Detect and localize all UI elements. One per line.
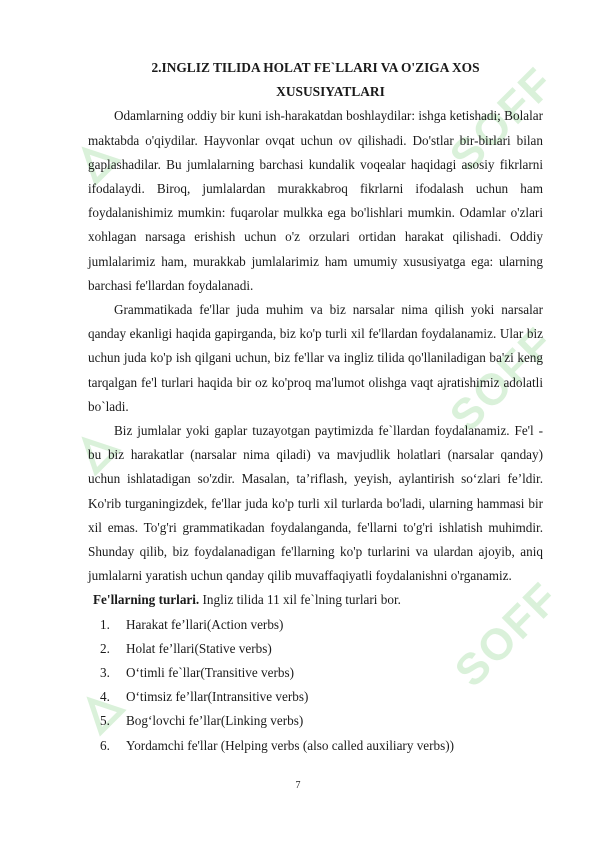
page-content <box>88 56 543 758</box>
list-item <box>100 637 543 661</box>
paragraph-2: Grammatikada fe'llar juda muhim va biz narsalar nima qilish yoki narsalar qanday ekanligi haqida gapirganda, biz ko'p turli xil fe'llardan foydalanamiz. Ular biz uchun juda ko'p ish qilgani uchun, biz fe'llar va ingliz tilida qo'llaniladigan ba'zi keng tarqalgan fe'l turlari haqida bir oz ko'proq ma'lumot olishga vaqt ajratishimiz adolatli bo`ladi. <box>88 302 543 414</box>
paragraph-3: Biz jumlalar yoki gaplar tuzayotgan paytimizda fe`llardan foydalanamiz. Fe'l - bu biz harakatlar (narsalar nima qiladi) va mavjudlik holatlari (narsalar qanday) uchun ishlatadigan so'zdir. Masalan, ta’riflash, yeyish, aylantirish so‘zlari fe’ldir. Ko'rib turganingizdek, fe'llar juda ko'p turli xil turlarda bo'ladi, ularning hammasi bir xil emas. To'g'ri grammatikadan foydalanganda, fe'llarni to'g'ri ishlatish muhimdir. Shunday qilib, biz foydalanadigan fe'llarning ko'p turlarini va ulardan ajoyib, aniq jumlalarni yaratish uchun qanday qilib muvaffaqiyatli foydalanishni o'rganamiz. <box>88 423 543 584</box>
verb-types-list <box>88 613 543 758</box>
list-item-text: Holat fe’llari(Stative verbs) <box>126 640 272 656</box>
watermark-text: SOFF <box>440 58 564 182</box>
title-line-1: 2.INGLIZ TILIDA HOLAT FE`LLARI VA O'ZIGA XOS <box>151 60 480 75</box>
list-item <box>100 685 543 709</box>
list-item-text: Harakat fe’llari(Action verbs) <box>126 616 284 632</box>
list-item-number: 5. <box>100 713 110 729</box>
list-item-text: Yordamchi fe'llar (Helping verbs (also called auxiliary verbs)) <box>126 737 455 753</box>
list-item <box>100 661 543 685</box>
list-item-number: 2. <box>100 640 110 656</box>
page-title <box>88 56 543 104</box>
verb-types-intro <box>88 588 543 612</box>
list-item-number: 4. <box>100 689 110 705</box>
page-number: 7 <box>295 780 301 791</box>
list-item <box>100 613 543 637</box>
list-item <box>100 734 543 758</box>
list-item-text: O‘timli fe`llar(Transitive verbs) <box>126 665 294 681</box>
list-item-text: Bog‘lovchi fe’llar(Linking verbs) <box>126 713 304 729</box>
list-item <box>100 709 543 733</box>
watermark-text: SOFF <box>445 573 569 697</box>
verb-types-intro-text: Ingliz tilida 11 xil fe`lning turlari bor. <box>199 592 401 608</box>
paragraph-1: Odamlarning oddiy bir kuni ish-harakatdan boshlaydilar: ishga ketishadi; Bolalar maktabda o'qiydilar. Hayvonlar ovqat uchun ov qilishadi. Do'stlar bir-birlari bilan gaplashadilar. Bu jumlalarning barchasi kundalik voqealar haqidagi asosiy fikrlarni ifodalaydi. Biroq, jumlalardan murakkabroq fikrlarni ifodalash uchun ham foydalanishimiz mumkin: fuqarolar mulkka ega bo'lishlari mumkin. Odamlar o'zlari xohlagan narsaga erishish uchun o'z orzulari ortidan harakat qilishadi. Oddiy jumlalarimiz ham, murakkab jumlalarimiz ham umumiy xususiyatga ega: ularning barchasi fe'llardan foydalanadi. <box>88 108 543 293</box>
list-item-text: O‘timsiz fe’llar(Intransitive verbs) <box>126 689 309 705</box>
watermark-text: SOFF <box>440 318 564 442</box>
list-item-number: 1. <box>100 616 110 632</box>
list-item-number: 6. <box>100 737 110 753</box>
title-line-2: XUSUSIYATLARI <box>276 84 385 100</box>
list-item-number: 3. <box>100 665 110 681</box>
verb-types-heading: Fe'llarning turlari. <box>93 592 200 608</box>
